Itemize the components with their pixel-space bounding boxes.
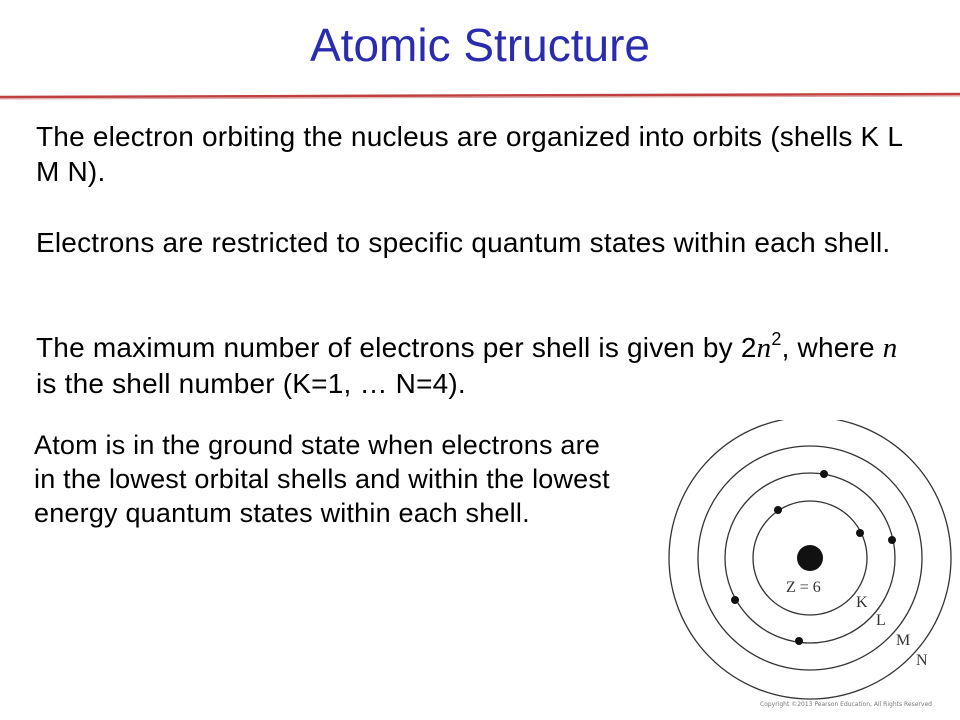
atom-shell-diagram: [662, 420, 960, 720]
exponent: 2: [771, 328, 782, 349]
electron: [856, 529, 864, 537]
electron: [774, 506, 782, 514]
paragraph-shells: The electron orbiting the nucleus are organized into orbits (shells K L M N).: [36, 121, 903, 187]
max-electrons-text-middle: , where: [781, 332, 883, 363]
electron: [795, 637, 803, 645]
shell-label-k: K: [856, 594, 868, 611]
max-electrons-text-before: The maximum number of electrons per shell is given by 2: [36, 332, 757, 363]
title-underline: [0, 0, 960, 110]
shell-label-l: L: [876, 612, 886, 629]
shell-label-n: N: [916, 652, 928, 669]
electron: [820, 470, 828, 478]
nucleus-label: Z = 6: [786, 579, 821, 596]
shell-label-m: M: [896, 632, 911, 649]
electron: [888, 536, 896, 544]
paragraph-ground-state: Atom is in the ground state when electrons are in the lowest orbital shells and within the lowest energy quantum states within each shell.: [34, 430, 610, 528]
nucleus: [797, 545, 823, 571]
paragraph-quantum-states: Electrons are restricted to specific quantum states within each shell.: [36, 227, 891, 258]
max-electrons-text-after: is the shell number (K=1, … N=4).: [36, 368, 466, 399]
copyright-notice: Copyright ©2013 Pearson Education, All Rights Reserved: [760, 701, 932, 708]
electron: [731, 596, 739, 604]
paragraph-max-electrons: [36, 330, 916, 401]
variable-n: n: [756, 332, 772, 364]
variable-n-second: n: [882, 332, 898, 364]
slide-title: Atomic Structure: [310, 19, 650, 71]
